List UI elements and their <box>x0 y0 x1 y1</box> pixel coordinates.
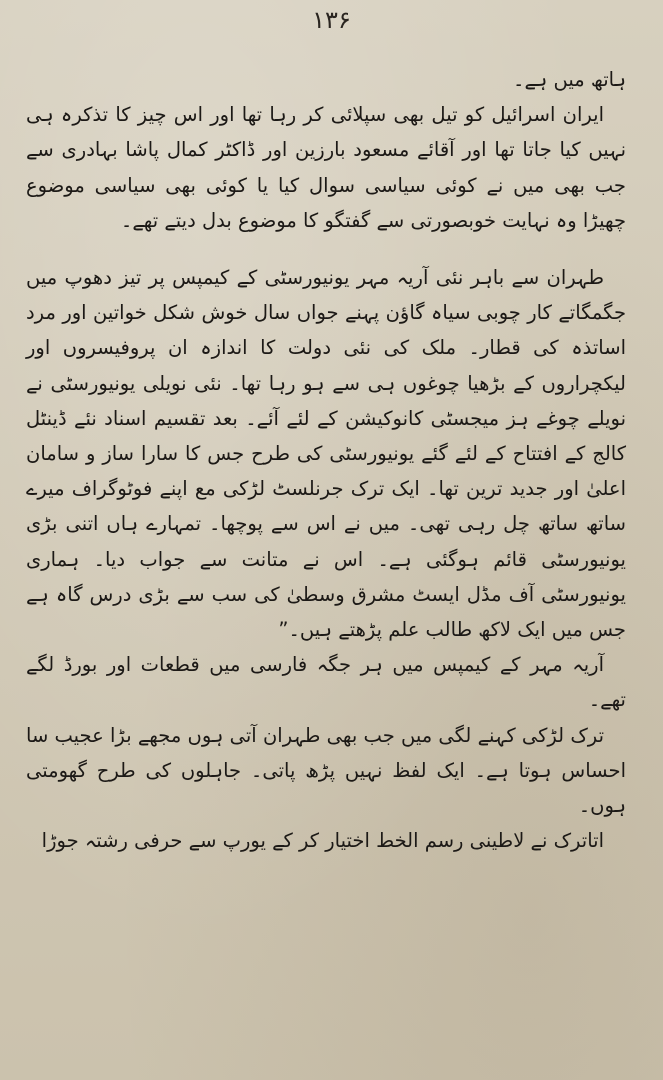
paragraph-2: ایران اسرائیل کو تیل بھی سپلائی کر رہا تھا اور اس چیز کا تذکرہ ہی نہیں کیا جاتا تھا اور آقائے مسعود بارزین اور ڈاکٹر کمال پاشا بہادری سے جب بھی میں نے کوئی سیاسی سوال کیا یا کوئی بھی سیاسی موضوع چھیڑا وہ نہایت خوبصورتی سے گفتگو کا موضوع بدل دیتے تھے۔ <box>26 103 626 232</box>
paragraph-1: ہاتھ میں ہے۔ <box>513 68 626 91</box>
paragraph-4: آریہ مہر کے کیمپس میں ہر جگہ فارسی میں قطعات اور بورڈ لگے تھے۔ <box>26 653 626 712</box>
page-number: ۱۳۶ <box>312 6 351 34</box>
paragraph-6: اتاترک نے لاطینی رسم الخط اختیار کر کے یورپ سے حرفی رشتہ جوڑا <box>41 829 604 853</box>
paragraph-3: طہران سے باہر نئی آریہ مہر یونیورسٹی کے کیمپس پر تیز دھوپ میں جگمگاتے کار چوبی سیاہ گاؤن پہنے جواں سال خوش شکل خواتین اور مرد اساتذہ کی قطار۔ ملک کی نئی دولت کا اندازہ ان پروفیسروں اور لیکچراروں کے بڑھیا چوغوں ہی سے ہو رہا تھا۔ نئی نویلی یونیورسٹی نے نویلے چوغے ہز میجسٹی کانوکیشن کے لئے آئے۔ بعد تقسیم اسناد نئے ڈینٹل کالج کے افتتاح کے لئے گئے یونیورسٹی کی طرح جس کا سارا ساز و سامان اعلیٰ اور جدید ترین تھا۔ ایک ترک جرنلسٹ لڑکی مع اپنے فوٹوگراف میرے ساتھ ساتھ چل رہی تھی۔ میں نے اس سے پوچھا۔ تمہارے ہاں اتنی بڑی یونیورسٹی قائم ہوگئی ہے۔ اس نے متانت سے جواب دیا۔ ہماری یونیورسٹی آف مڈل ایسٹ مشرق وسطیٰ کی سب سے بڑی درس گاہ ہے جس میں ایک لاکھ طالب علم پڑھتے ہیں۔” <box>26 266 626 642</box>
paragraph-gap <box>26 238 626 260</box>
body-text <box>26 62 626 858</box>
paragraph-5: ترک لڑکی کہنے لگی میں جب بھی طہران آتی ہوں مجھے بڑا عجیب سا احساس ہوتا ہے۔ ایک لفظ نہیں پڑھ پاتی۔ جاہلوں کی طرح گھومتی ہوں۔ <box>26 723 626 818</box>
